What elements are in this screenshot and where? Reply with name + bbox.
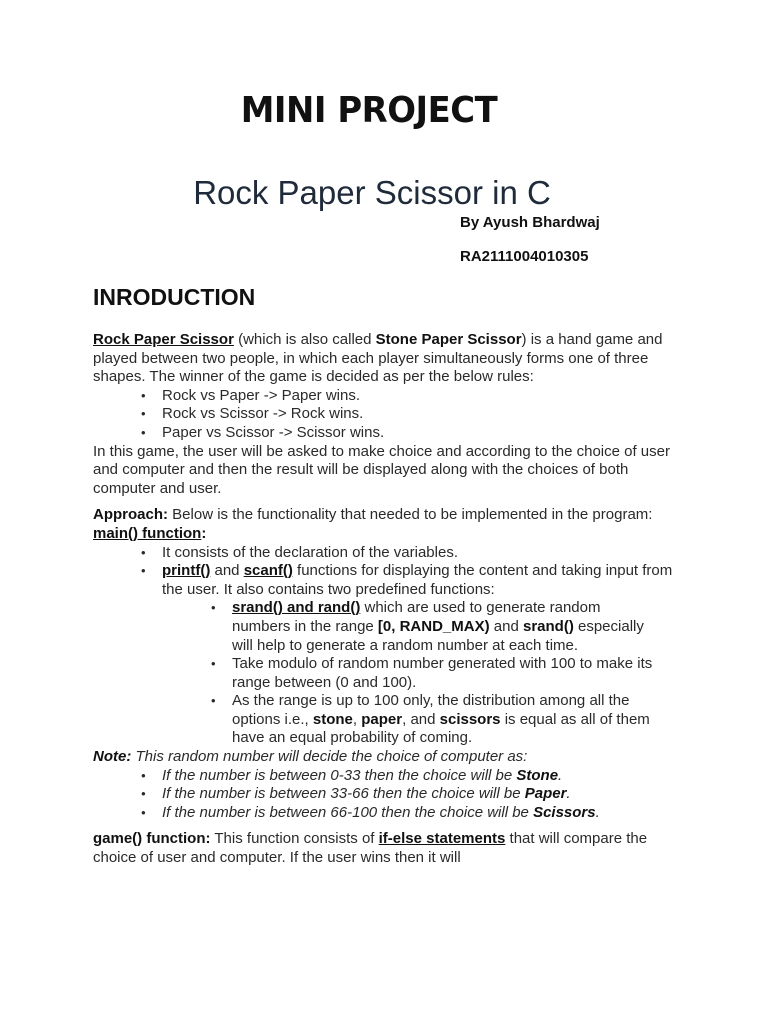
intro-paragraph: Rock Paper Scissor (which is also called Stone Paper Scissor) is a hand game and played between two people, in which each player simultaneously forms one of three shapes. The winner of the game is decided as per the below rules: <box>93 331 663 386</box>
note-item: • If the number is between 66-100 then the choice will be Scissors. <box>93 804 693 823</box>
rule-item: • Paper vs Scissor -> Scissor wins. <box>93 424 693 443</box>
author-name: By Ayush Bhardwaj <box>460 214 600 231</box>
document-title: MINI PROJECT <box>240 90 498 131</box>
document-body <box>93 331 693 868</box>
note-item: • If the number is between 33-66 then the choice will be Paper. <box>93 785 693 804</box>
intro-paragraph-2: In this game, the user will be asked to make choice and according to the choice of user and computer and then the result will be displayed along with the choices of both computer and user. <box>93 442 670 497</box>
document-subtitle: Rock Paper Scissor in C <box>193 174 551 211</box>
rule-item: • Rock vs Scissor -> Rock wins. <box>93 405 693 424</box>
introduction-heading: INRODUCTION <box>93 284 256 310</box>
sub-list-item: • Take modulo of random number generated with 100 to make its range between (0 and 100). <box>93 655 693 692</box>
rules-list <box>93 387 693 443</box>
note-list <box>93 767 693 823</box>
approach-paragraph: Approach: Below is the functionality that needed to be implemented in the program: <box>93 506 653 524</box>
main-function-heading: main() function: <box>93 524 207 542</box>
note-item: • If the number is between 0-33 then the choice will be Stone. <box>93 767 693 786</box>
list-item: • It consists of the declaration of the variables. <box>93 544 693 563</box>
list-item: • printf() and scanf() functions for displaying the content and taking input from the user. It also contains two predefined functions: <box>93 562 693 599</box>
game-function-paragraph: game() function: This function consists of if-else statements that will compare the choice of user and computer. If the user wins then it will <box>93 830 648 867</box>
rule-item: • Rock vs Paper -> Paper wins. <box>93 387 693 406</box>
registration-number: RA2111004010305 <box>460 248 589 265</box>
sub-list-item: • srand() and rand() which are used to generate random numbers in the range [0, RAND_MAX) and srand() especially will help to generate a random number at each time. <box>93 599 693 655</box>
main-function-list <box>93 544 693 749</box>
sub-list-item: • As the range is up to 100 only, the distribution among all the options i.e., stone, paper, and scissors is equal as all of them have an equal probability of coming. <box>93 692 693 748</box>
note-paragraph: Note: This random number will decide the choice of computer as: <box>93 748 528 766</box>
